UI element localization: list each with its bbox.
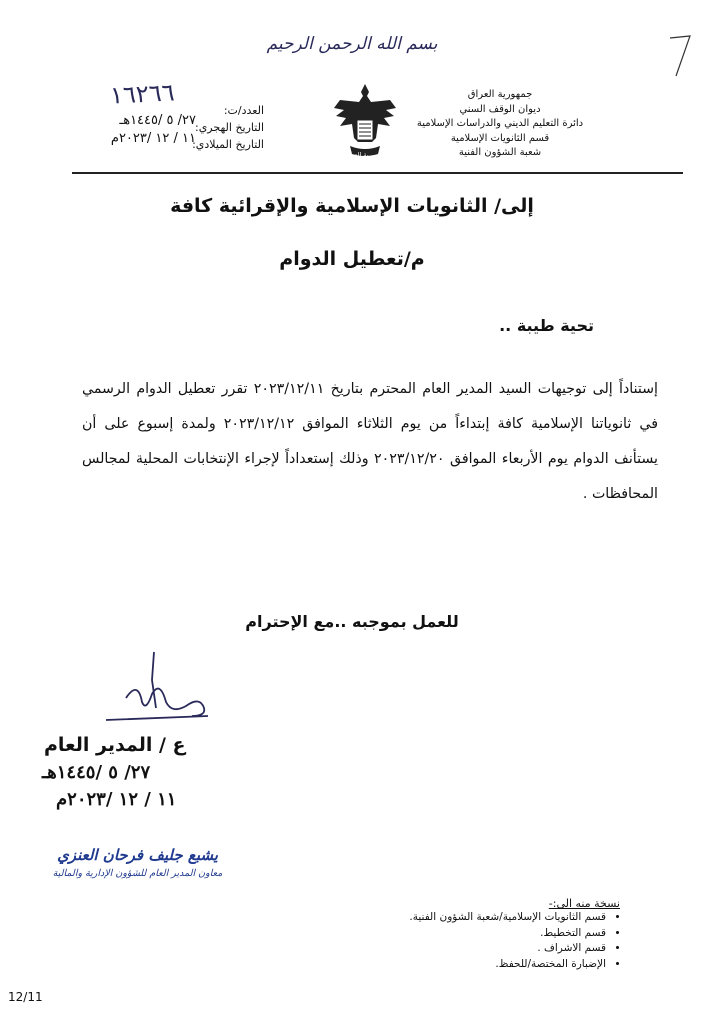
emblem-caption: جمهورية العراق [344,151,386,159]
deputy-role: معاون المدير العام للشؤون الإدارية والمالية [52,868,223,879]
copies-item: • قسم الاشراف . [409,941,606,957]
basmala: بسم الله الرحمن الرحيم [266,34,438,54]
signature-hijri-date: ٢٧/ ٥ /١٤٤٥هـ [42,762,151,783]
number-label: العدد/ت: [223,104,264,117]
copies-title: نسخة منه الى:- [548,897,620,910]
signatory-title: ع / المدير العام [44,734,186,756]
greeting: تحية طيبة .. [499,316,594,335]
issuer-line: قسم الثانويات الإسلامية [450,132,550,144]
copies-list [409,910,622,972]
issuer-header [380,88,620,161]
subject-line: م/تعطيل الدوام [279,248,425,270]
copies-item: • قسم التخطيط. [409,926,606,942]
greg-date-label: التاريخ الميلادي: [192,138,264,151]
deputy-name: يشبع جليف فرحان العنزي [57,846,218,864]
hijri-date-label: التاريخ الهجري: [194,121,264,134]
signature-greg-date: ١١ / ١٢ /٢٠٢٣م [56,789,177,810]
issuer-line: دائرة التعليم الديني والدراسات الإسلامية [416,118,584,129]
issuer-line: شعبة الشؤون الفنية [458,147,542,158]
signature-scribble [96,650,216,730]
eagle-emblem [330,80,400,170]
greg-date-value: ١١ / ١٢ /٢٠٢٣م [110,131,196,146]
margin-mark [664,30,694,80]
page-number: 12/11 [8,990,43,1004]
reference-number: ١٦٢٦٦ [109,78,176,110]
deputy-signature [50,842,225,880]
recipient-line: إلى/ الثانويات الإسلامية والإقرائية كافة [170,195,534,217]
issuer-line: جمهورية العراق [467,89,533,100]
issuer-line: ديوان الوقف السني [459,103,541,115]
reference-dates [86,112,196,148]
header-divider [72,172,683,174]
copies-item: • الإضبارة المختصة/للحفظ. [409,957,606,973]
copies-item: • قسم الثانويات الإسلامية/شعبة الشؤون الفنية. [409,910,606,926]
body-paragraph: إستناداً إلى توجيهات السيد المدير العام المحترم بتاريخ ٢٠٢٣/١٢/١١ تقرر تعطيل الدوام الرسمي في ثانوياتنا الإسلامية كافة إبتداءاً من يوم الثلاثاء الموافق ٢٠٢٣/١٢/١٢ ولمدة إسبوع على أن يستأنف الدوام يوم الأربعاء الموافق ٢٠٢٣/١٢/٢٠ وذلك إستعداداً لإجراء الإنتخابات المحلية لمجالس المحافظات . [82,381,658,502]
closing-line: للعمل بموجبه ..مع الإحترام [245,612,459,631]
hijri-date-value: ٢٧/ ٥ /١٤٤٥هـ [119,113,196,128]
